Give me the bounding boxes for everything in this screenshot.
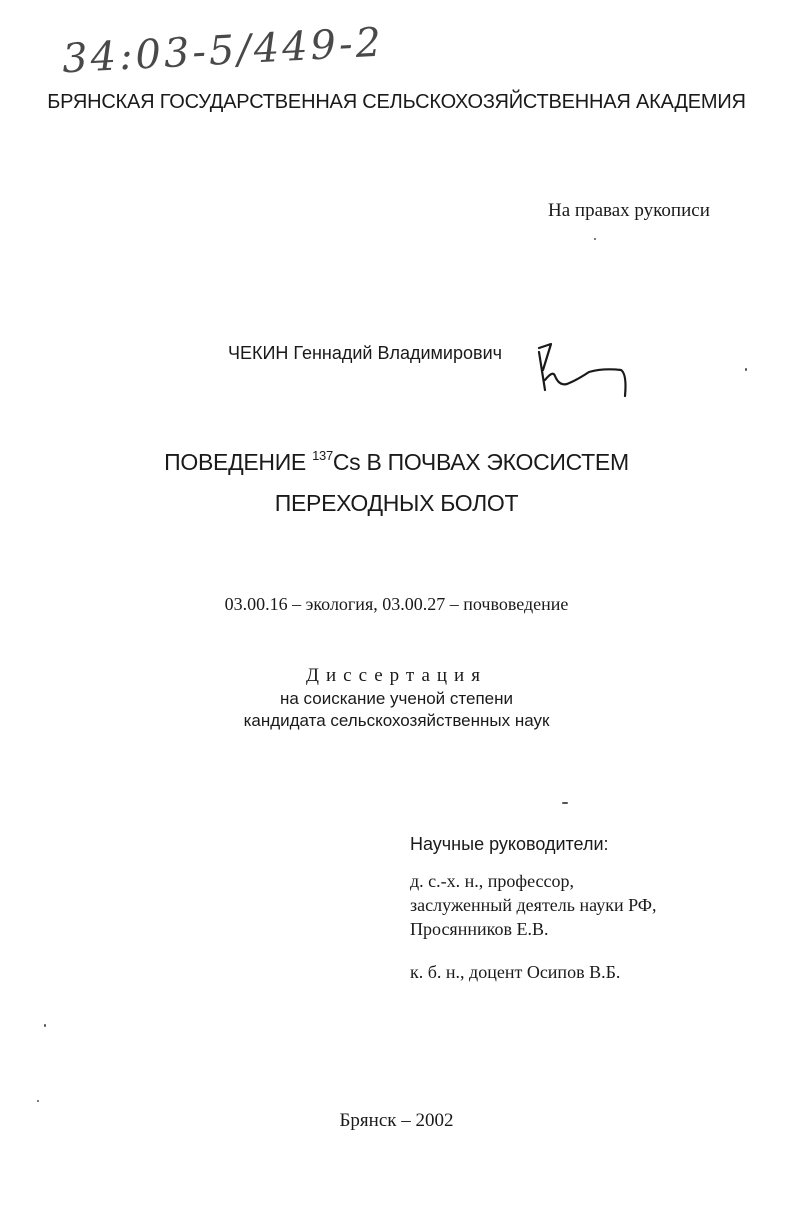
institution-name: БРЯНСКАЯ ГОСУДАРСТВЕННАЯ СЕЛЬСКОХОЗЯЙСТВЕННАЯ АКАДЕМИЯ	[47, 91, 746, 113]
supervisor-first-degree: д. с.-х. н., профессор,	[410, 871, 574, 891]
handwritten-catalog-number: 34:03-5/449-2	[61, 19, 386, 83]
manuscript-note: На правах рукописи	[548, 200, 710, 221]
supervisor-first-title: заслуженный деятель науки РФ,	[410, 895, 657, 915]
title-prefix: ПОВЕДЕНИЕ	[164, 449, 313, 475]
title-suffix: В ПОЧВАХ ЭКОСИСТЕМ	[360, 449, 629, 475]
supervisors-heading-block	[410, 832, 609, 856]
degree-line-1: на соискание ученой степени	[279, 689, 513, 708]
scan-speck	[562, 802, 568, 804]
document-type: Диссертация	[306, 665, 487, 686]
supervisor-first	[410, 869, 657, 941]
isotope-mass-number: 137	[312, 448, 333, 463]
dissertation-title-line-1	[0, 448, 793, 476]
scan-speck	[44, 1024, 46, 1027]
scan-speck	[745, 368, 747, 371]
degree-line-2: кандидата сельскохозяйственных наук	[243, 711, 550, 730]
specialty-codes: 03.00.16 – экология, 03.00.27 – почвоведение	[224, 594, 569, 614]
author-name: ЧЕКИН Геннадий Владимирович	[228, 343, 503, 363]
dissertation-title-line-2: ПЕРЕХОДНЫХ БОЛОТ	[274, 490, 519, 516]
place-and-year: Брянск – 2002	[339, 1110, 454, 1131]
scan-speck	[37, 1100, 39, 1102]
supervisor-first-name: Просянников Е.В.	[410, 919, 549, 939]
author-signature	[533, 340, 633, 400]
supervisor-second	[410, 960, 620, 984]
supervisors-heading: Научные руководители:	[410, 834, 609, 854]
scan-speck	[594, 238, 596, 240]
isotope-symbol: Cs	[332, 449, 361, 475]
supervisor-second-line: к. б. н., доцент Осипов В.Б.	[410, 962, 621, 982]
